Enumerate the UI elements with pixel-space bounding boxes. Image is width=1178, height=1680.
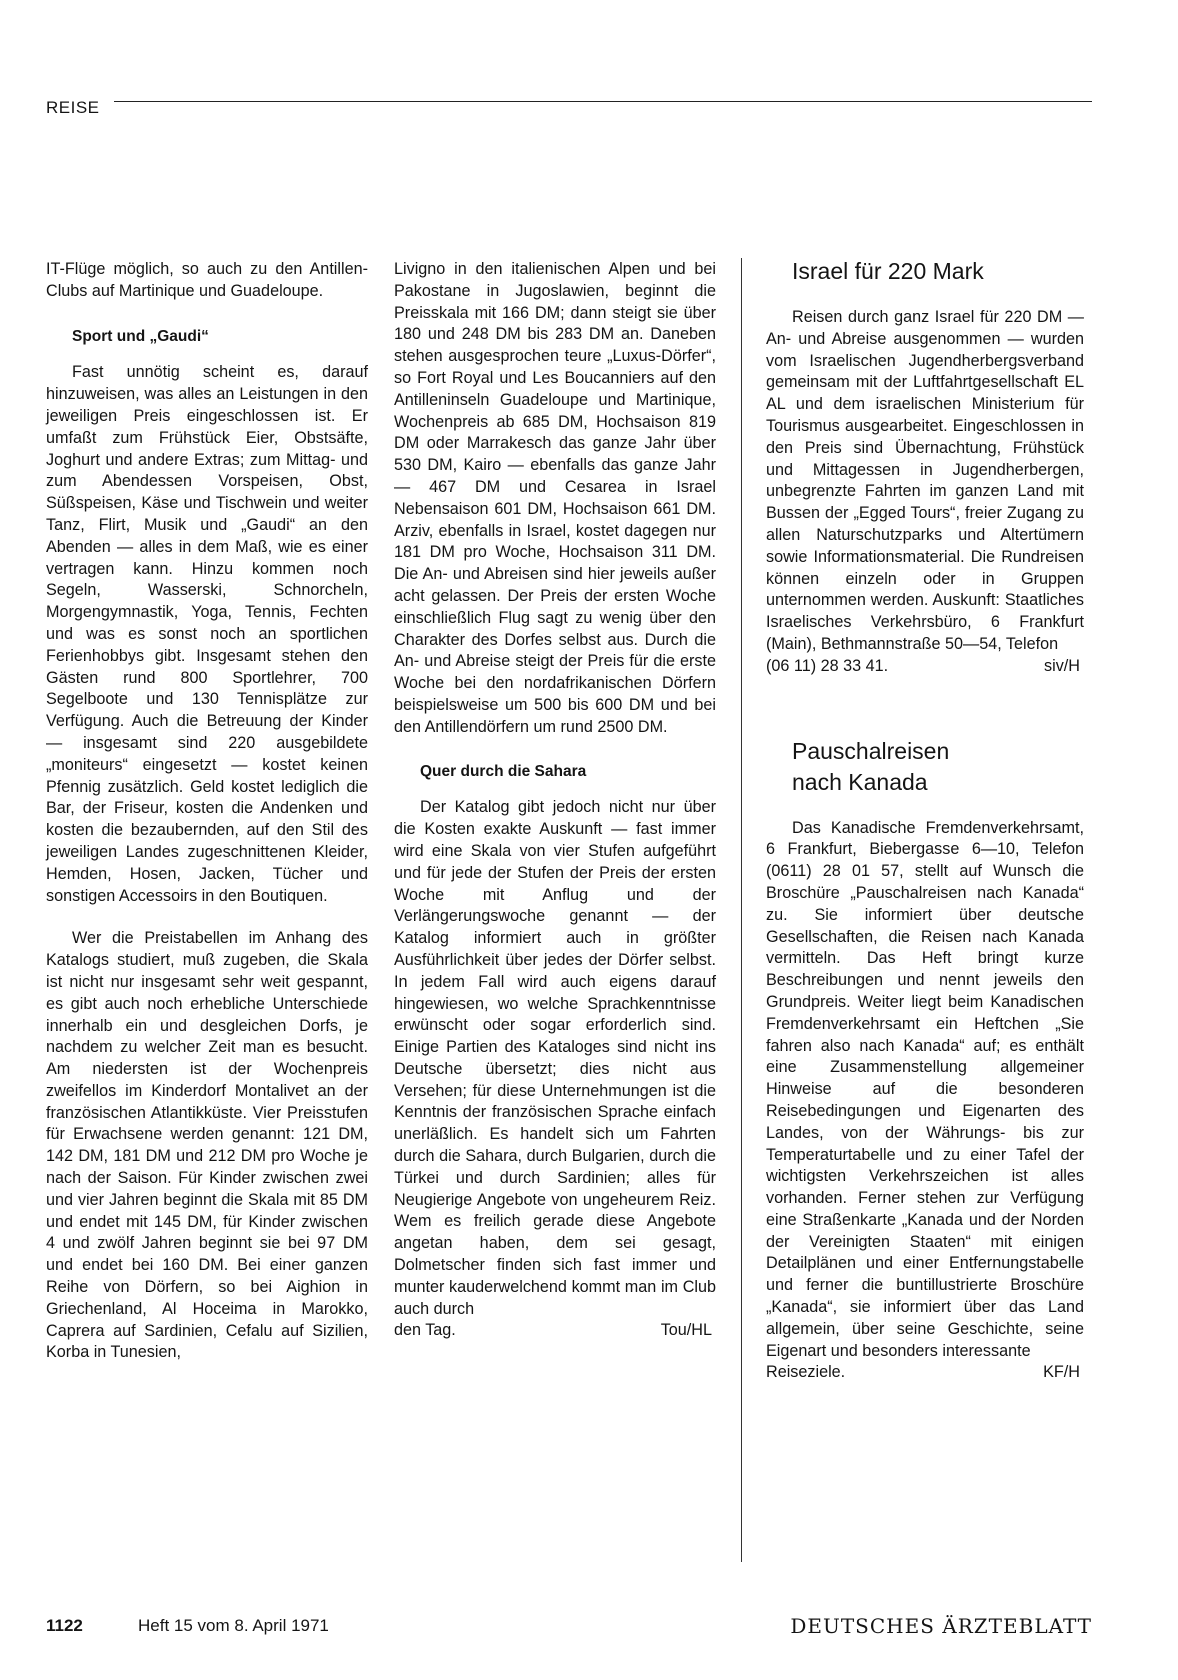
signature-row — [394, 1320, 716, 1342]
author-signature: Tou/HL — [660, 1321, 712, 1340]
page-number: 1122 — [46, 1616, 83, 1635]
page-footer — [46, 1616, 1092, 1640]
paragraph-preisskala: Livigno in den italienischen Alpen und bei Pakostane in Jugoslawien, beginnt die Preisskala mit 166 DM; dann steigt sie über 180 und 248 DM bis 283 DM an. Daneben stehen ausgesprochen teure „Luxus-Dörfer“, so Fort Royal und Les Boucanniers auf den Antilleninseln Guadeloupe und Martinique, Wochenpreis ab 685 DM, Hochsaison 819 DM oder Marrakesch das ganze Jahr über 530 DM, Kairo — ebenfalls das ganze Jahr — 467 DM und Cesarea in Israel Nebensaison 601 DM, Hochsaison 661 DM. Arziv, ebenfalls in Israel, kostet dagegen nur 181 DM pro Woche, Hochsaison 311 DM. Die An- und Abreisen sind hier jeweils außer acht gelassen. Der Preis der ersten Woche einschließlich Flug sagt zu wenig über den Charakter des Dorfes selbst aus. Durch die An- und Abreise steigt der Preis für die erste Woche bei den nordafrikanischen Dörfern beispielsweise um 500 bis 600 DM und bei den Antillendörfern um rund 2500 DM. — [394, 260, 716, 736]
subheading-sahara: Quer durch die Sahara — [420, 762, 587, 780]
signature-row-israel — [766, 656, 1084, 678]
headline-line-2: nach Kanada — [792, 768, 928, 795]
signature-row-kanada — [766, 1362, 1084, 1384]
headline-line-1: Pauschalreisen — [792, 737, 950, 764]
headline-kanada — [792, 736, 1084, 798]
column-1 — [46, 259, 368, 1364]
paragraph-preistabellen: Wer die Preistabellen im Anhang des Katalogs studiert, muß zugeben, die Skala ist nicht nur insgesamt sehr weit gespannt, es gibt auch noch erhebliche Unterschiede innerhalb ein und desgleichen Dorfs, je nachdem zu welcher Zeit man es besucht. Am niedersten ist der Wochenpreis zweifellos im Kinderdorf Montalivet an der französischen Atlantikküste. Vier Preisstufen für Erwachsene werden genannt: 121 DM, 142 DM, 181 DM und 212 DM pro Woche je nach der Saison. Für Kinder zwischen zwei und vier Jahren beginnt die Skala mit 85 DM und endet mit 145 DM, für Kinder zwischen 4 und zwölf Jahren beginnt sie bei 97 DM und endet bei 160 DM. Bei einer ganzen Reihe von Dörfern, so bei Aighion in Griechenland, Al Hoceima in Marokko, Caprera auf Sardinien, Cefalu auf Sizilien, Korba in Tunesien, — [46, 929, 368, 1362]
column-divider — [741, 258, 742, 1562]
issue-info: Heft 15 vom 8. April 1971 — [138, 1616, 329, 1635]
paragraph-leistungen: Fast unnötig scheint es, darauf hinzuweisen, was alles an Leistungen in den jeweiligen Preis eingeschlossen ist. Er umfaßt zum Frühstück Eier, Obstsäfte, Joghurt und andere Extras; zum Mittag- und zum Abendessen Vorspeisen, Obst, Süßspeisen, Käse und Tischwein und weiter Tanz, Flirt, Musik und „Gaudi“ an den Abenden — alles in dem Maß, wie es einer vertragen kann. Hinzu kommen noch Segeln, Wasserski, Schnorcheln, Morgengymnastik, Yoga, Tennis, Fechten und was es sonst noch an sportlichen Ferienhobbys gibt. Insgesamt stehen den Gästen rund 800 Sportlehrer, 700 Segelboote und 130 Tennisplätze zur Verfügung. Auch die Betreuung der Kinder — insgesamt sind 220 ausgebildete „moniteurs“ eingesetzt — kostet keinen Pfennig zusätzlich. Geld kostet lediglich die Bar, der Friseur, kosten die Andenken und kosten die bezaubernden, auf den Stil des jeweiligen Landes zugeschnittenen Kleider, Hemden, Hosen, Jacken, Tücher und sonstigen Accessoirs in den Boutiquen. — [46, 363, 368, 905]
headline-israel: Israel für 220 Mark — [792, 258, 984, 284]
column-3 — [766, 259, 1084, 1384]
paragraph-end: (06 11) 28 33 41. — [766, 656, 889, 675]
paragraph-kanada: Das Kanadische Fremdenverkehrsamt, 6 Frankfurt, Biebergasse 6—10, Telefon (0611) 28 01 57, stellt auf Wunsch die Broschüre „Pauschalreisen nach Kanada“ zu. Sie informiert über deutsche Gesellschaften, die Reisen nach Kanada vermitteln. Das Heft bringt kurze Beschreibungen und nennt jeweils den Grundpreis. Weiter liegt beim Kanadischen Fremdenverkehrsamt ein Heftchen „Sie fahren also nach Kanada“ auf; es enthält eine Zusammenstellung allgemeiner Hinweise auf die besonderen Reisebedingungen und Eigenarten des Landes, von der Währungs- bis zur Temperaturtabelle und zu einer Tafel der wichtigsten Verkehrszeichen ist alles vorhanden. Ferner stehen zur Verfügung eine Straßenkarte „Kanada und der Norden der Vereinigten Staaten“ mit einigen Detailplänen und einer Entfernungstabelle und ferner die buntillustrierte Broschüre „Kanada“, sie informiert über das Land allgemein, über seine Geschichte, seine Eigenart und besonders interessante — [766, 818, 1084, 1360]
header-rule — [114, 101, 1092, 102]
section-label: REISE — [46, 98, 100, 117]
paragraph-katalog: Der Katalog gibt jedoch nicht nur über die Kosten exakte Auskunft — fast immer wird eine Skala von vier Stufen aufgeführt und für jede der Stufen der Preis der ersten Woche mit Anflug und der Verlängerungswoche genannt — der Katalog informiert auch in größter Ausführlichkeit über jedes der Dörfer selbst. In jedem Fall wird auch eigens darauf hingewiesen, wo welche Sprachkenntnisse erwünscht oder sogar erforderlich sind. Einige Partien des Kataloges sind nicht ins Deutsche übersetzt; dies nicht aus Versehen; für diese Unternehmungen ist die Kenntnis der französischen Sprache einfach unerläßlich. Es handelt sich um Fahrten durch die Sahara, durch Bulgarien, durch die Türkei und durch Sardinien; alles für Neugierige Angebote von ungeheurem Reiz. Wem es freilich gerade diese Angebote angetan haben, dem sei gesagt, Dolmetscher finden sich fast immer und munter kauderwelchend kommt man im Club auch durch — [394, 798, 716, 1318]
journal-name: DEUTSCHES ÄRZTEBLATT — [790, 1614, 1092, 1638]
column-2 — [394, 259, 716, 1342]
author-signature: siv/H — [1044, 656, 1080, 675]
author-signature: KF/H — [1043, 1363, 1080, 1382]
paragraph-israel: Reisen durch ganz Israel für 220 DM — An- und Abreise ausgenommen — wurden vom Israelischen Jugendherbergsverband gemeinsam mit der Luftfahrtgesellschaft EL AL und dem israelischen Ministerium für Tourismus ausgearbeitet. Eingeschlossen in den Preis sind Übernachtung, Frühstück und Mittagessen in Jugendherbergen, unbegrenzte Fahrten im ganzen Land mit Bussen der „Egged Tours“, freier Zugang zu allen Naturschutzparks und Altertümern sowie Informationsmaterial. Die Rundreisen können einzeln oder in Gruppen unternommen werden. Auskunft: Staatliches Israelisches Verkehrsbüro, 6 Frankfurt (Main), Bethmannstraße 50—54, Telefon — [766, 308, 1084, 653]
paragraph-continued: IT-Flüge möglich, so auch zu den Antillen-Clubs auf Martinique und Guadeloupe. — [46, 260, 368, 300]
paragraph-end: den Tag. — [394, 1321, 456, 1340]
subheading-sport-gaudi: Sport und „Gaudi“ — [72, 327, 209, 345]
paragraph-end: Reiseziele. — [766, 1363, 846, 1382]
